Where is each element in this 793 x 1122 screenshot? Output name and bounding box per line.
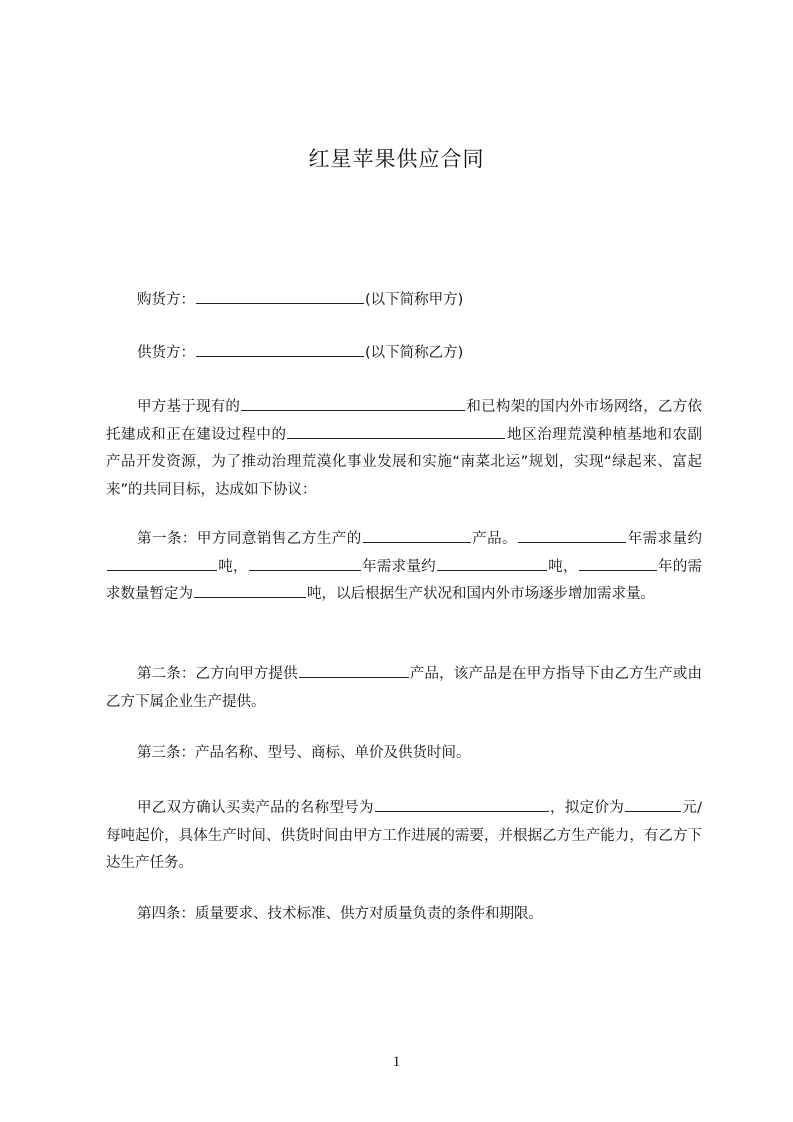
preamble-blank-1 — [241, 396, 465, 411]
supplier-blank — [196, 342, 364, 357]
article-1-text-1: 第一条：甲方同意销售乙方生产的 — [137, 531, 362, 547]
preamble-paragraph — [106, 394, 702, 504]
article-1-blank-year-2 — [249, 556, 361, 571]
article-1-text-3: 年需求量约 — [627, 531, 703, 547]
article-1-blank-amount-1 — [107, 556, 217, 571]
article-1-blank-year-1 — [518, 528, 626, 543]
preamble-text-1: 甲方基于现有的 — [137, 399, 241, 415]
article-1-text-5: 年需求量约 — [361, 558, 436, 575]
article-3-text-1: 甲乙双方确认买卖产品的名称型号为 — [137, 800, 374, 816]
article-1-blank-product — [363, 528, 471, 543]
preamble-text-3: 地区治理荒漠种植基地和农副产品开发资源，为了推动治理荒漠化事业发展和实施“南菜北运”规划，实现“绿起来、富起来”的共同目标，达成如下协议： — [106, 426, 703, 498]
article-1-paragraph — [106, 526, 702, 609]
article-2-paragraph — [106, 661, 702, 716]
article-1-text-6: 吨， — [547, 558, 578, 575]
article-1-blank-amount-3 — [194, 583, 306, 598]
buyer-label: 购货方： — [137, 292, 195, 308]
article-3-heading: 第三条：产品名称、型号、商标、单价及供货时间。 — [137, 745, 471, 761]
article-1-text-4: 吨， — [218, 558, 248, 575]
article-2-blank-product — [299, 663, 409, 678]
buyer-blank — [196, 289, 364, 304]
article-3-blank-price — [625, 797, 681, 812]
buyer-line — [106, 287, 702, 315]
article-3-paragraph — [106, 795, 702, 878]
article-3-blank-model — [375, 797, 549, 812]
article-2-text-2: 产品，该产品是在甲方指导下由乙方生产或由乙方下属企业生产提供。 — [106, 666, 703, 710]
article-4-heading: 第四条：质量要求、技术标准、供方对质量负责的条件和期限。 — [137, 906, 543, 922]
article-2-text-1: 第二条：乙方向甲方提供 — [137, 666, 298, 682]
buyer-suffix: (以下简称甲方) — [365, 292, 464, 308]
article-1-text-2: 产品。 — [471, 531, 518, 547]
article-3-text-2: ，拟定价为 — [549, 800, 625, 816]
supplier-line — [106, 340, 702, 368]
page-number: 1 — [392, 1054, 401, 1070]
preamble-text-2: 和已构架的国内外市场网络，乙方依托建成和正在建设过程中的 — [106, 399, 703, 443]
document-title: 红星苹果供应合同 — [308, 147, 485, 171]
article-1-blank-year-3 — [579, 556, 657, 571]
preamble-blank-2 — [287, 424, 505, 439]
supplier-suffix: (以下简称乙方) — [365, 345, 464, 361]
article-1-blank-amount-2 — [437, 556, 547, 571]
article-3-text-3: 元/每吨起价，具体生产时间、供货时间由甲方工作进展的需要，并根据乙方生产能力，有乙方下达生产任务。 — [106, 800, 703, 871]
supplier-label: 供货方： — [137, 345, 195, 361]
article-1-text-7: 年的需求数量暂定为 — [106, 558, 703, 602]
article-1-text-8: 吨，以后根据生产状况和国内外市场逐步增加需求量。 — [307, 586, 655, 602]
